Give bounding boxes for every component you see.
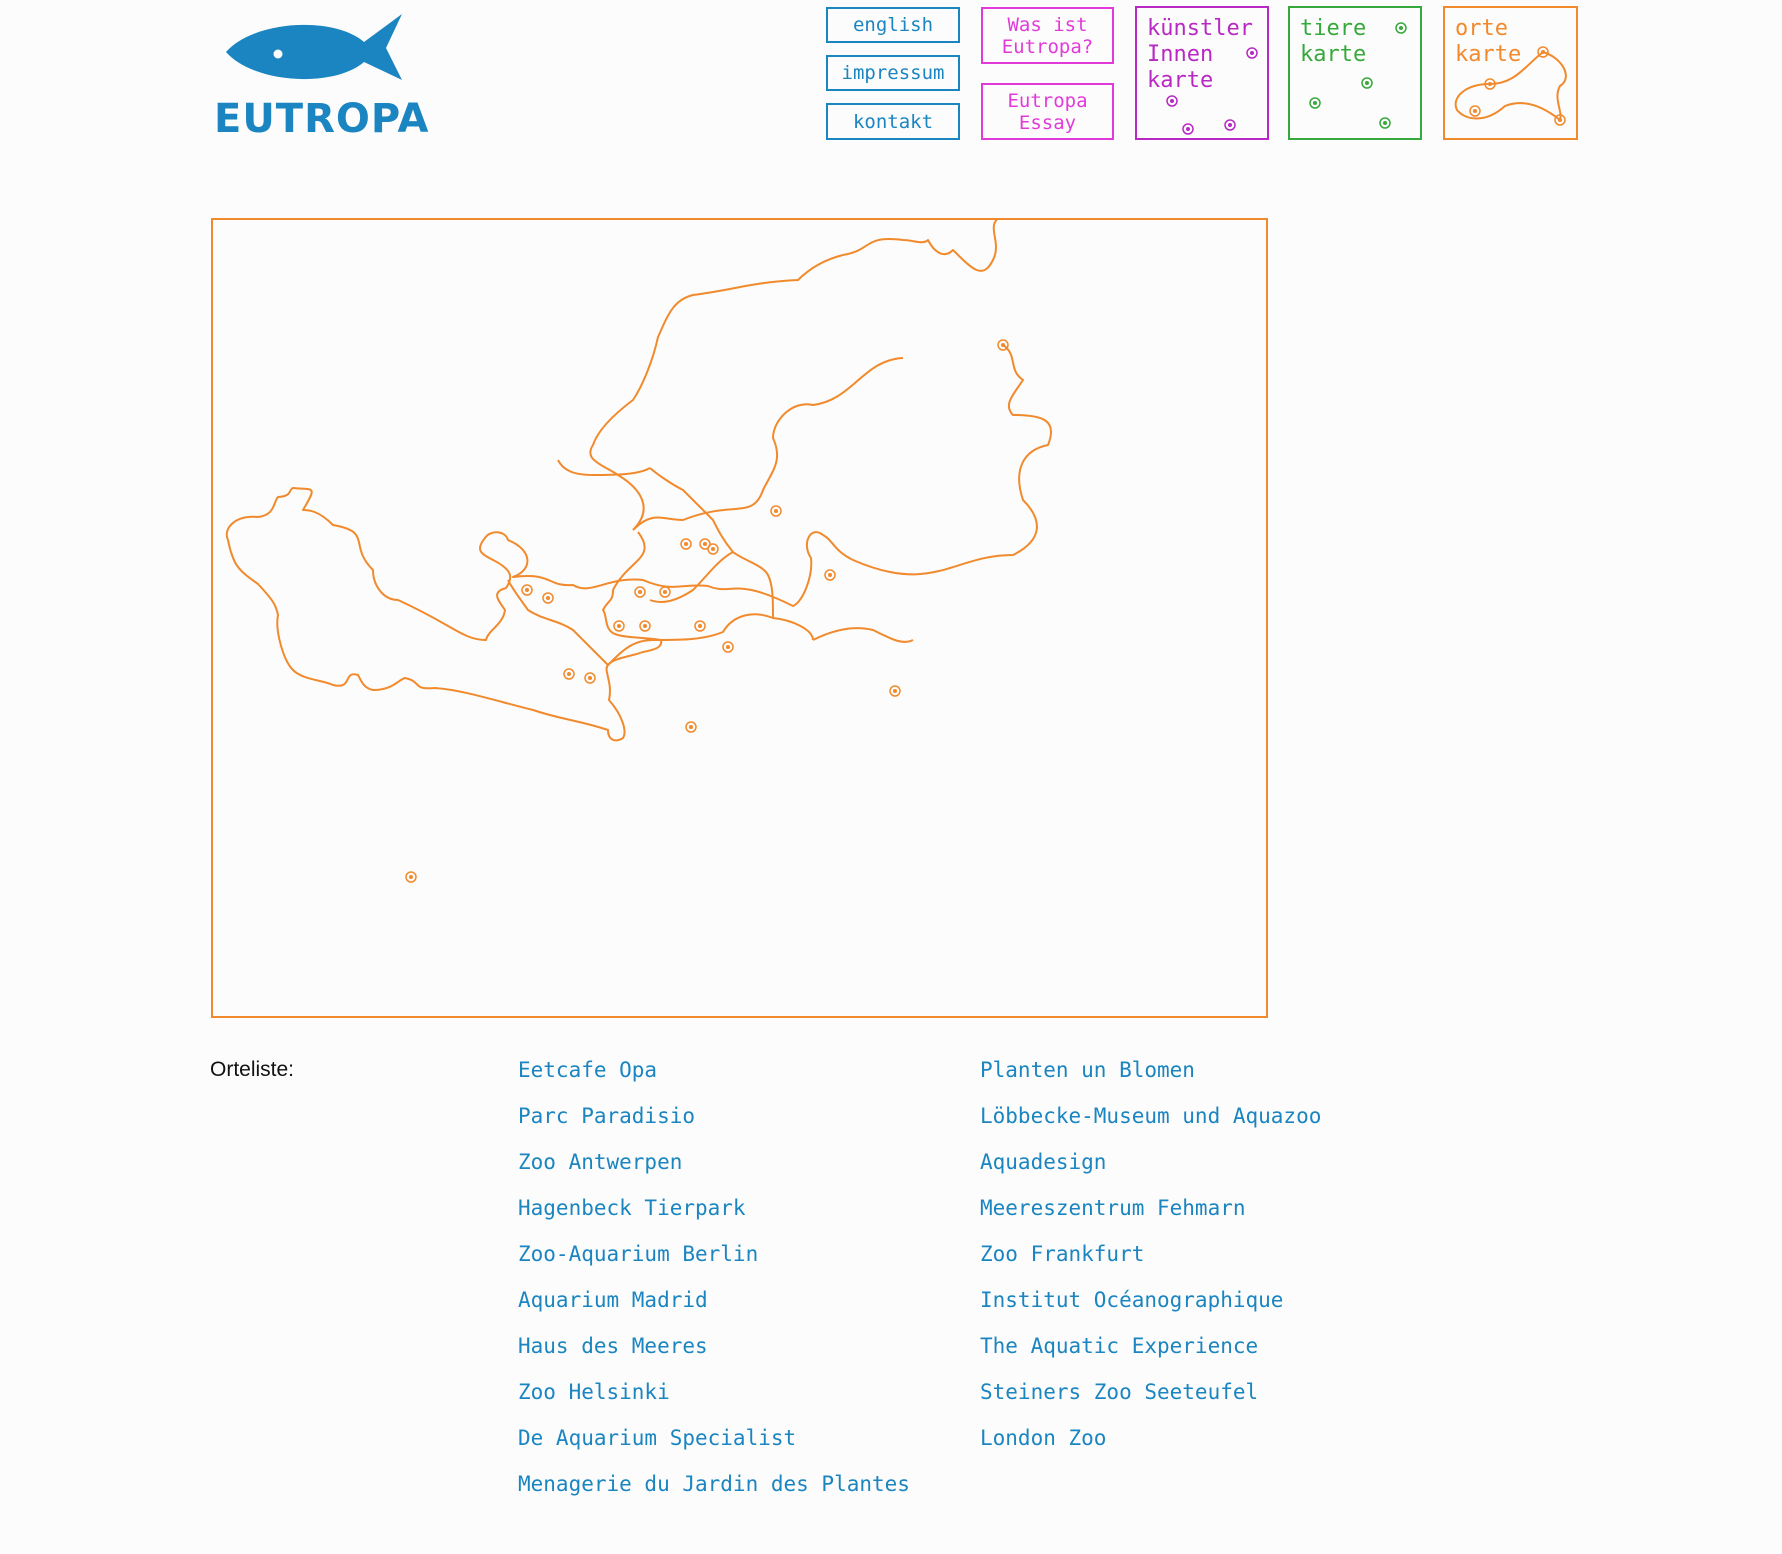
place-link[interactable]: Menagerie du Jardin des Plantes xyxy=(518,1472,910,1496)
eutropa-essay-button[interactable]: Eutropa Essay xyxy=(981,83,1114,140)
kontakt-button[interactable]: kontakt xyxy=(826,103,960,140)
tiere-karte-label: tiere karte xyxy=(1300,16,1367,67)
place-link[interactable]: Zoo Antwerpen xyxy=(518,1150,683,1174)
place-link[interactable]: Zoo Frankfurt xyxy=(980,1242,1145,1266)
orteliste-label: Orteliste: xyxy=(210,1058,295,1081)
place-link[interactable]: Löbbecke-Museum und Aquazoo xyxy=(980,1104,1322,1128)
logo-text: EUTROPA xyxy=(214,96,430,142)
marker-icons xyxy=(1290,8,1424,142)
logo[interactable] xyxy=(214,12,430,142)
place-link[interactable]: Planten un Blomen xyxy=(980,1058,1195,1082)
orte-map[interactable] xyxy=(211,218,1268,1018)
kuenstler-karte-button[interactable] xyxy=(1135,6,1269,140)
fish-icon xyxy=(224,12,404,84)
english-button[interactable]: english xyxy=(826,7,960,43)
mini-map-shape xyxy=(1445,8,1580,142)
place-link[interactable]: Aquadesign xyxy=(980,1150,1107,1174)
orte-karte-label: orte karte xyxy=(1455,16,1522,67)
place-link[interactable]: Parc Paradisio xyxy=(518,1104,696,1128)
orte-list-left xyxy=(518,1054,910,1514)
place-link[interactable]: Steiners Zoo Seeteufel xyxy=(980,1380,1259,1404)
place-link[interactable]: Aquarium Madrid xyxy=(518,1288,708,1312)
tiere-karte-button[interactable] xyxy=(1288,6,1422,140)
was-ist-eutropa-button[interactable]: Was ist Eutropa? xyxy=(981,7,1114,64)
place-link[interactable]: Eetcafe Opa xyxy=(518,1058,658,1082)
place-link[interactable]: Hagenbeck Tierpark xyxy=(518,1196,746,1220)
place-link[interactable]: De Aquarium Specialist xyxy=(518,1426,797,1450)
place-link[interactable]: Zoo Helsinki xyxy=(518,1380,670,1404)
place-link[interactable]: Meereszentrum Fehmarn xyxy=(980,1196,1246,1220)
marker-icons xyxy=(1137,8,1271,142)
orte-list-right xyxy=(980,1054,1321,1468)
place-link[interactable]: Haus des Meeres xyxy=(518,1334,708,1358)
place-link[interactable]: London Zoo xyxy=(980,1426,1107,1450)
impressum-button[interactable]: impressum xyxy=(826,55,960,91)
place-link[interactable]: Institut Océanographique xyxy=(980,1288,1284,1312)
place-link[interactable]: The Aquatic Experience xyxy=(980,1334,1259,1358)
place-link[interactable]: Zoo-Aquarium Berlin xyxy=(518,1242,759,1266)
place-markers xyxy=(406,340,1008,882)
map-outline xyxy=(213,220,1266,1016)
kuenstler-karte-label: künstler Innen karte xyxy=(1147,16,1253,93)
orte-karte-button[interactable] xyxy=(1443,6,1578,140)
